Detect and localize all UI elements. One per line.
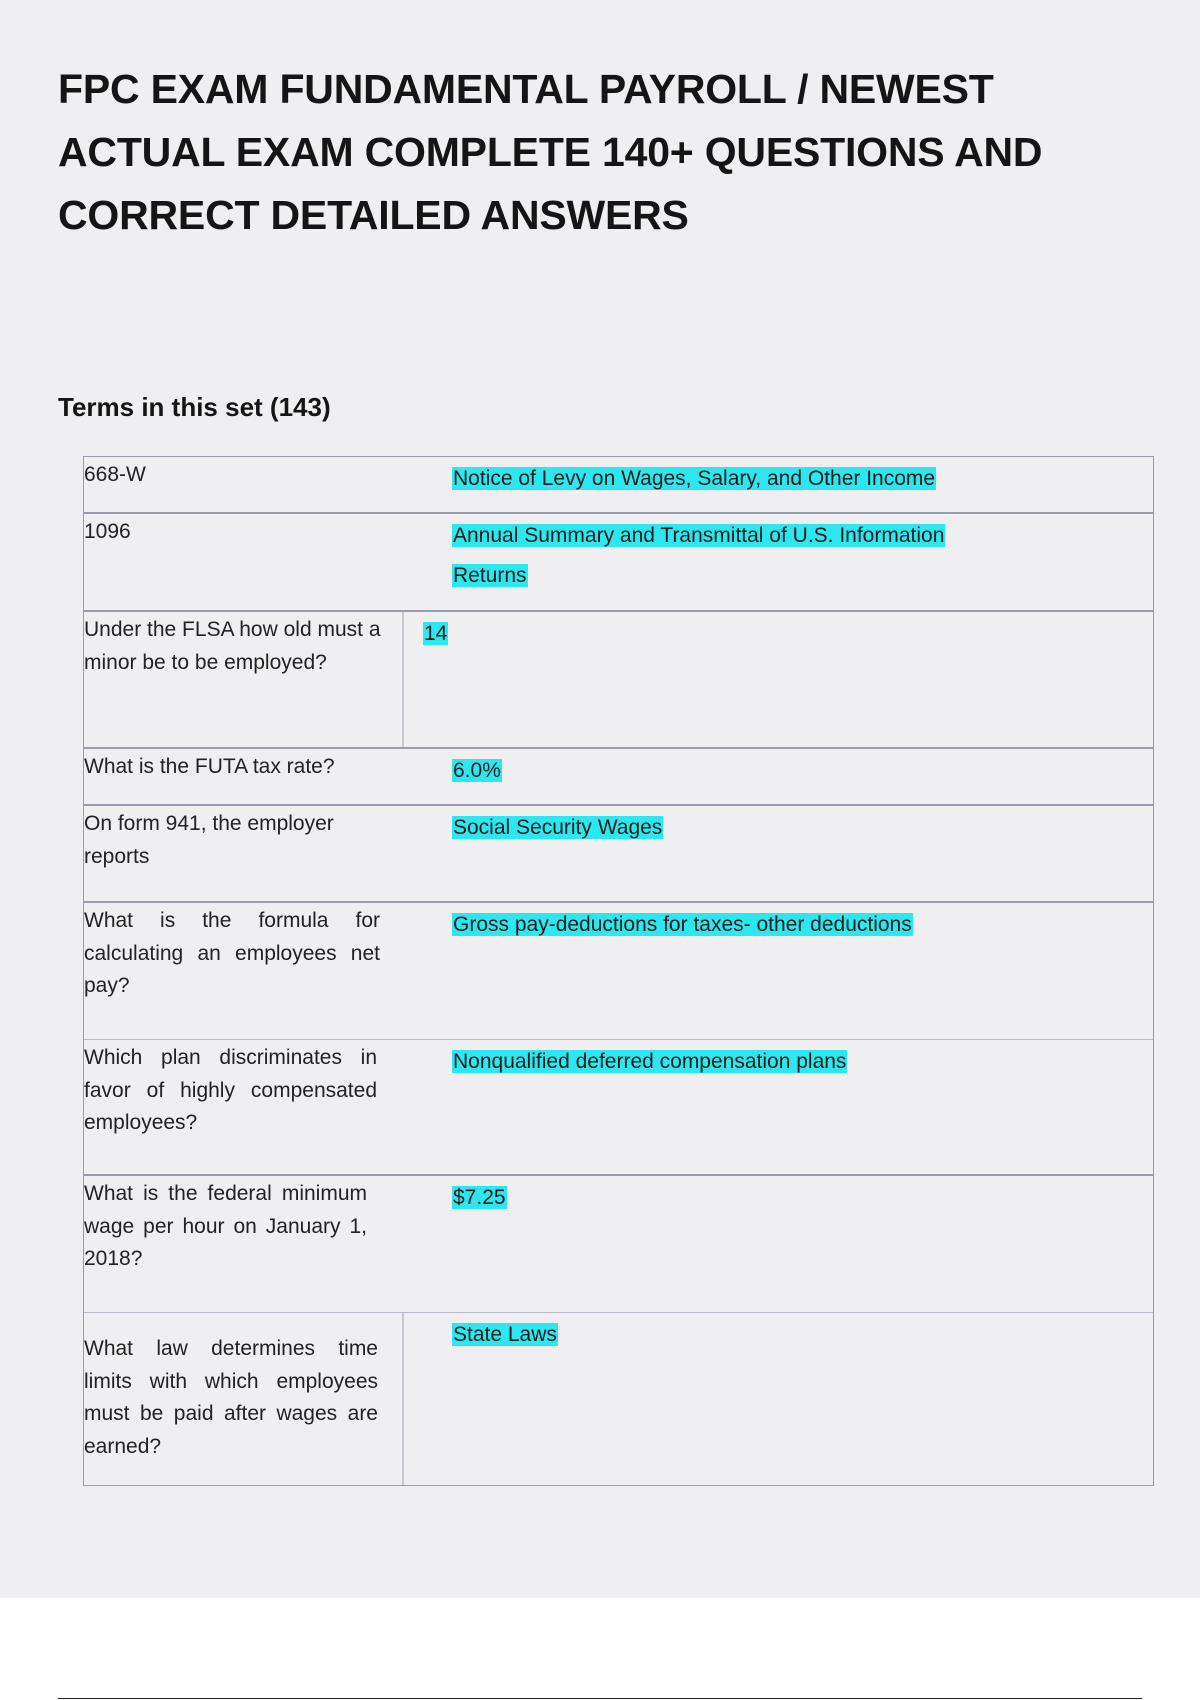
- terms-table: [83, 456, 1154, 1486]
- footer-rule: [58, 1698, 1142, 1699]
- term-row: [84, 903, 1153, 1040]
- definition-highlight: Gross pay-deductions for taxes- other deductions: [453, 913, 912, 936]
- definition-text: [423, 614, 448, 654]
- definition-text: [452, 1315, 558, 1355]
- term-row: [84, 1040, 1153, 1176]
- definition-text: [452, 1178, 507, 1218]
- definition-text: [452, 459, 936, 499]
- term-row: [84, 806, 1153, 903]
- term-row: [84, 1313, 1153, 1485]
- term-row: [84, 1176, 1153, 1313]
- term-row: [84, 457, 1153, 514]
- definition-highlight: $7.25: [453, 1186, 506, 1209]
- term-text: Under the FLSA how old must a minor be to be employed?: [84, 612, 404, 747]
- definition-text: [452, 516, 1012, 596]
- definition-highlight: 14: [424, 622, 448, 645]
- term-text: What is the FUTA tax rate?: [84, 755, 335, 778]
- definition-highlight: Notice of Levy on Wages, Salary, and Other Income: [453, 467, 936, 490]
- definition-highlight: 6.0%: [453, 759, 501, 782]
- definition-text: [452, 905, 913, 945]
- definition-highlight: State Laws: [453, 1323, 557, 1346]
- term-row: [84, 612, 1153, 749]
- term-row: [84, 749, 1153, 806]
- term-text: What law determines time limits with which employees must be paid after wages are earned?: [84, 1313, 404, 1485]
- definition-text: [452, 751, 502, 791]
- term-text: On form 941, the employer reports: [84, 812, 334, 868]
- term-text: What is the formula for calculating an employees net pay?: [84, 909, 380, 997]
- definition-text: [452, 808, 663, 848]
- document-title: FPC EXAM FUNDAMENTAL PAYROLL / NEWEST ACTUAL EXAM COMPLETE 140+ QUESTIONS AND CORRECT DETAILED ANSWERS: [58, 66, 1043, 238]
- terms-count-heading: Terms in this set (143): [58, 392, 331, 422]
- term-row: [84, 514, 1153, 612]
- definition-highlight: Social Security Wages: [453, 816, 663, 839]
- term-text: Which plan discriminates in favor of highly compensated employees?: [84, 1046, 377, 1134]
- term-text: 668-W: [84, 463, 146, 486]
- term-text: 1096: [84, 520, 131, 543]
- term-text: What is the federal minimum wage per hour on January 1, 2018?: [84, 1182, 367, 1270]
- definition-highlight: Nonqualified deferred compensation plans: [453, 1050, 847, 1073]
- definition-highlight: Annual Summary and Transmittal of U.S. Information Returns: [453, 524, 945, 587]
- definition-text: [452, 1042, 847, 1082]
